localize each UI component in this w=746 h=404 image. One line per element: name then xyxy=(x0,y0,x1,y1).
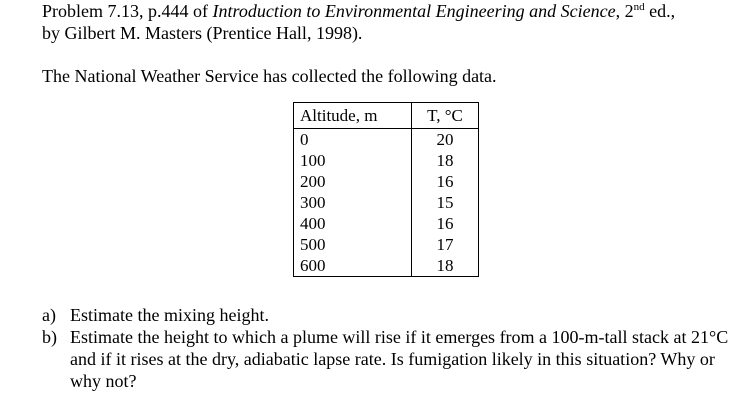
edition-sep: , 2 xyxy=(615,1,634,21)
table-row xyxy=(294,255,479,277)
author-line: by Gilbert M. Masters (Prentice Hall, 1998). xyxy=(42,23,363,43)
altitude-cell: 300 xyxy=(294,192,412,213)
column-header-temperature: T, °C xyxy=(412,103,479,129)
question-a-marker: a) xyxy=(42,305,56,325)
table-row xyxy=(294,192,479,213)
temperature-cell: 15 xyxy=(412,192,479,213)
edition-suffix: ed., xyxy=(644,1,676,21)
altitude-cell: 200 xyxy=(294,171,412,192)
intro-text: The National Weather Service has collected the following data. xyxy=(42,66,497,86)
altitude-cell: 500 xyxy=(294,234,412,255)
problem-reference xyxy=(42,0,675,22)
table-row xyxy=(294,234,479,255)
column-header-altitude: Altitude, m xyxy=(294,103,412,129)
table-row xyxy=(294,150,479,171)
altitude-cell: 0 xyxy=(294,129,412,151)
temperature-cell: 20 xyxy=(412,129,479,151)
table-header-row xyxy=(294,103,479,129)
altitude-cell: 400 xyxy=(294,213,412,234)
temperature-cell: 16 xyxy=(412,171,479,192)
table-row xyxy=(294,213,479,234)
weather-data-table xyxy=(293,102,479,277)
question-b-text: Estimate the height to which a plume will rise if it emerges from a 100-m-tall stack at 21°C and if it rises at the dry, adiabatic lapse rate. Is fumigation likely in this situation? Why or why not? xyxy=(70,327,729,391)
edition-superscript: nd xyxy=(633,1,645,13)
altitude-cell: 600 xyxy=(294,255,412,277)
table-row xyxy=(294,129,479,151)
temperature-cell: 18 xyxy=(412,150,479,171)
temperature-cell: 16 xyxy=(412,213,479,234)
book-title: Introduction to Environmental Engineering and Science xyxy=(212,1,616,21)
temperature-cell: 18 xyxy=(412,255,479,277)
temperature-cell: 17 xyxy=(412,234,479,255)
altitude-cell: 100 xyxy=(294,150,412,171)
table-row xyxy=(294,171,479,192)
problem-prefix: Problem 7.13, p.444 of xyxy=(42,1,213,21)
question-b-marker: b) xyxy=(42,327,57,347)
question-a-text: Estimate the mixing height. xyxy=(70,305,269,325)
